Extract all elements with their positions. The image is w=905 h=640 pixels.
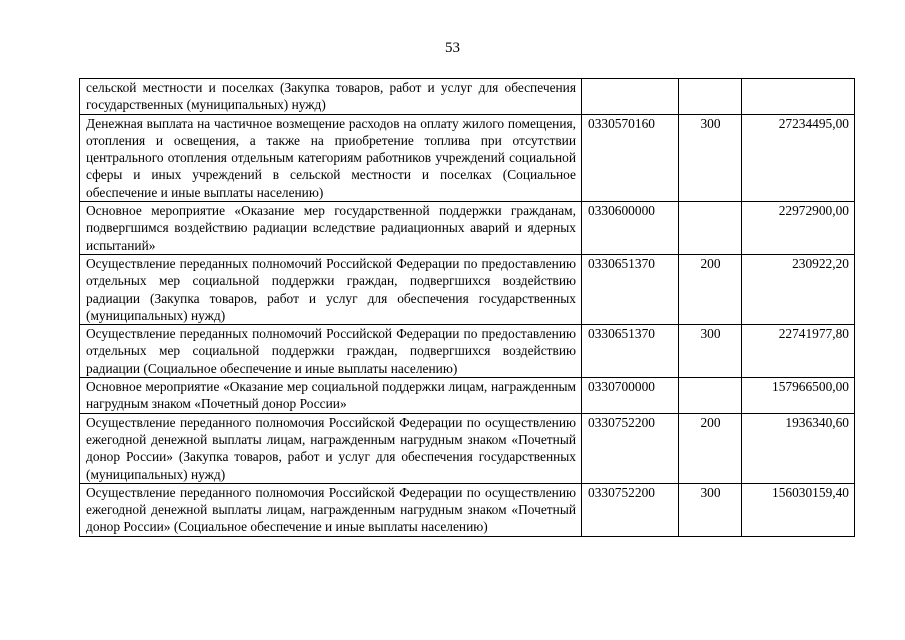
row-code: 0330752200 xyxy=(582,483,679,536)
row-expense-type xyxy=(679,202,742,255)
table-row xyxy=(80,378,855,414)
table-row xyxy=(80,413,855,483)
row-amount xyxy=(742,79,855,115)
row-code: 0330752200 xyxy=(582,413,679,483)
table-row xyxy=(80,254,855,324)
row-amount: 1936340,60 xyxy=(742,413,855,483)
row-expense-type xyxy=(679,79,742,115)
row-amount: 230922,20 xyxy=(742,254,855,324)
row-expense-type: 300 xyxy=(679,325,742,378)
row-expense-type xyxy=(679,378,742,414)
budget-table xyxy=(79,78,855,537)
row-expense-type: 200 xyxy=(679,413,742,483)
table-row xyxy=(80,114,855,201)
row-description: Осуществление переданных полномочий Российской Федерации по предоставлению отдельных мер социальной поддержки граждан, подвергшихся воздействию радиации (Социальное обеспечение и иные выплаты населению) xyxy=(80,325,582,378)
row-code: 0330651370 xyxy=(582,254,679,324)
row-amount: 22741977,80 xyxy=(742,325,855,378)
row-amount: 22972900,00 xyxy=(742,202,855,255)
row-description: Денежная выплата на частичное возмещение расходов на оплату жилого помещения, отопления и освещения, а также на приобретение топлива при отсутствии центрального отопления отдельным категориям работников учреждений социальной сферы и иных учреждений в сельской местности и поселках (Социальное обеспечение и иные выплаты населению) xyxy=(80,114,582,201)
row-code: 0330570160 xyxy=(582,114,679,201)
table-row xyxy=(80,202,855,255)
row-code: 0330700000 xyxy=(582,378,679,414)
row-description: Основное мероприятие «Оказание мер социальной поддержки лицам, награжденным нагрудным знаком «Почетный донор России» xyxy=(80,378,582,414)
table-row xyxy=(80,483,855,536)
row-description: Осуществление переданного полномочия Российской Федерации по осуществлению ежегодной денежной выплаты лицам, награжденным нагрудным знаком «Почетный донор России» (Социальное обеспечение и иные выплаты населению) xyxy=(80,483,582,536)
row-code: 0330600000 xyxy=(582,202,679,255)
row-code: 0330651370 xyxy=(582,325,679,378)
row-description: сельской местности и поселках (Закупка товаров, работ и услуг для обеспечения государственных (муниципальных) нужд) xyxy=(80,79,582,115)
row-expense-type: 300 xyxy=(679,483,742,536)
page-number: 53 xyxy=(445,40,460,56)
row-amount: 156030159,40 xyxy=(742,483,855,536)
row-amount: 157966500,00 xyxy=(742,378,855,414)
row-amount: 27234495,00 xyxy=(742,114,855,201)
row-description: Основное мероприятие «Оказание мер государственной поддержки гражданам, подвергшимся воздействию радиации вследствие радиационных аварий и ядерных испытаний» xyxy=(80,202,582,255)
row-description: Осуществление переданных полномочий Российской Федерации по предоставлению отдельных мер социальной поддержки граждан, подвергшихся воздействию радиации (Закупка товаров, работ и услуг для обеспечения государственных (муниципальных) нужд) xyxy=(80,254,582,324)
table-row xyxy=(80,79,855,115)
table-row xyxy=(80,325,855,378)
row-expense-type: 200 xyxy=(679,254,742,324)
row-expense-type: 300 xyxy=(679,114,742,201)
row-description: Осуществление переданного полномочия Российской Федерации по осуществлению ежегодной денежной выплаты лицам, награжденным нагрудным знаком «Почетный донор России» (Закупка товаров, работ и услуг для обеспечения государственных (муниципальных) нужд) xyxy=(80,413,582,483)
row-code xyxy=(582,79,679,115)
